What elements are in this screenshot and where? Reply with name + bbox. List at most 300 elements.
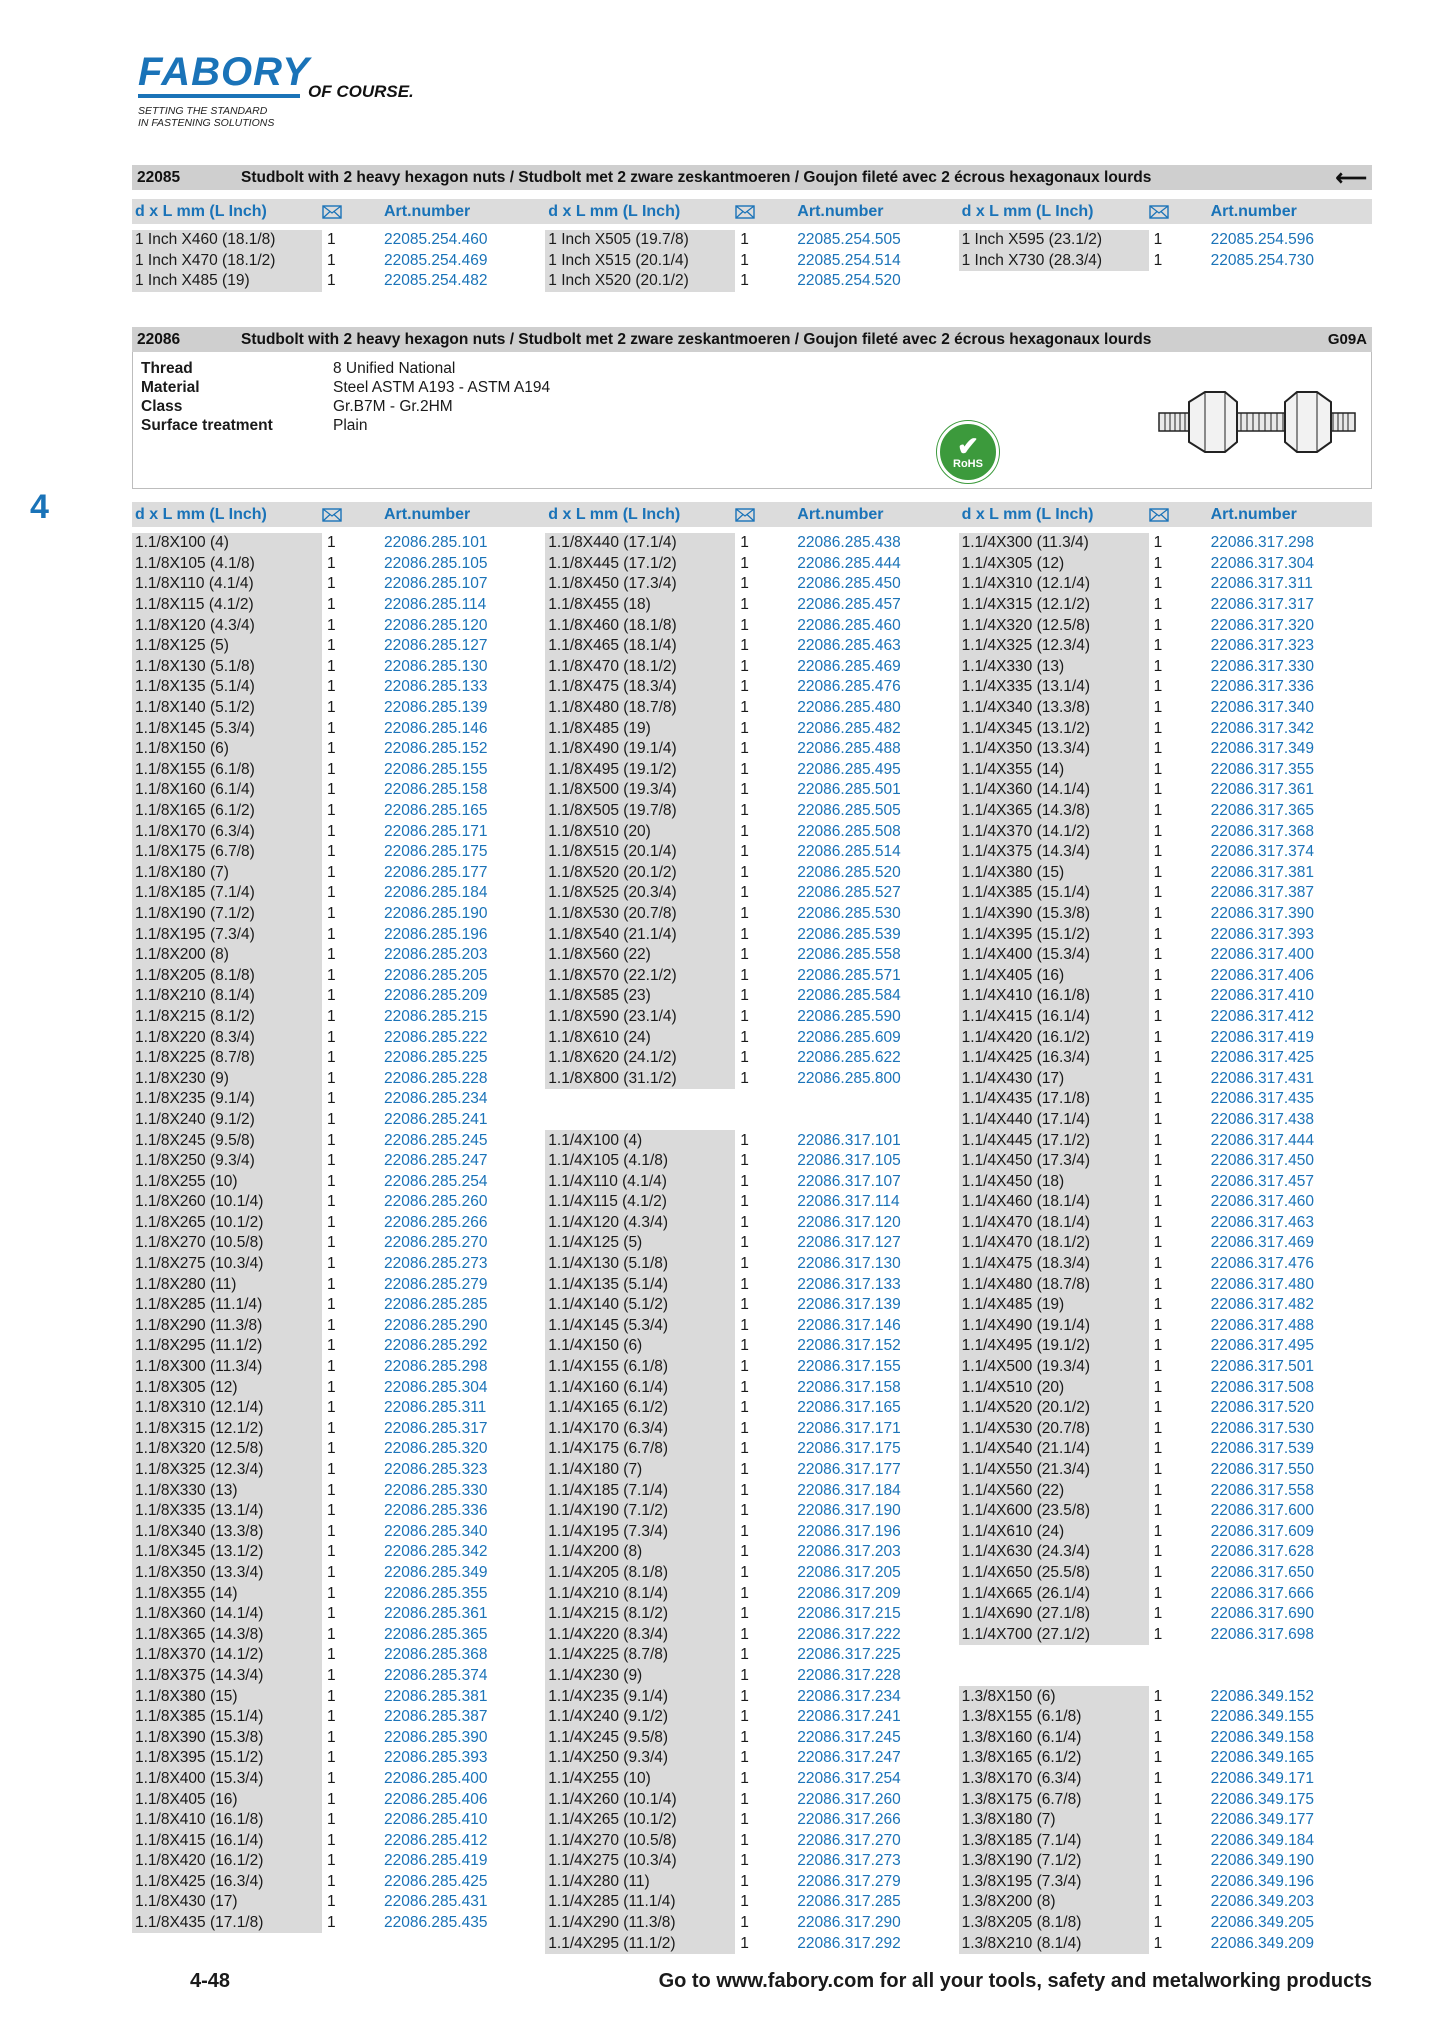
art-number-link[interactable]: 22086.285.355	[384, 1584, 488, 1602]
art-number-link[interactable]: 22086.317.330	[1210, 657, 1315, 675]
quantity-cell: 1	[1153, 1543, 1163, 1561]
art-number-link[interactable]: 22086.285.165	[384, 802, 488, 820]
art-number-link[interactable]: 22086.285.501	[797, 781, 901, 799]
dimension-cell: 1.1/4X225 (8.7/8)	[545, 1645, 735, 1666]
art-number-link[interactable]: 22086.317.234	[797, 1687, 901, 1705]
quantity-cell: 1	[327, 1605, 336, 1623]
art-number-link[interactable]: 22086.285.184	[384, 884, 488, 902]
art-number-link[interactable]: 22086.285.450	[797, 575, 901, 593]
table-row	[959, 230, 1372, 251]
art-number-link[interactable]: 22086.285.488	[797, 740, 901, 758]
art-number-link[interactable]: 22086.317.340	[1210, 699, 1315, 717]
art-number-link[interactable]: 22086.349.175	[1210, 1790, 1315, 1808]
dimension-cell: 1.1/4X180 (7)	[545, 1460, 735, 1481]
art-number-link[interactable]: 22086.317.406	[1210, 966, 1315, 984]
table-row	[132, 595, 545, 616]
art-number-link[interactable]: 22086.317.215	[797, 1605, 901, 1623]
art-number-link[interactable]: 22086.317.260	[797, 1790, 901, 1808]
art-number-link[interactable]: 22086.317.266	[797, 1811, 901, 1829]
art-number-link[interactable]: 22086.285.342	[384, 1543, 488, 1561]
quantity-cell: 1	[327, 575, 336, 593]
art-number-link[interactable]: 22086.317.114	[797, 1193, 900, 1211]
art-number-link[interactable]: 22086.317.342	[1210, 719, 1315, 737]
art-number-link[interactable]: 22086.349.165	[1210, 1749, 1315, 1767]
art-number-link[interactable]: 22086.285.304	[384, 1378, 488, 1396]
quantity-cell: 1	[1153, 1728, 1163, 1746]
art-number-link[interactable]: 22086.285.336	[384, 1502, 488, 1520]
art-number-link[interactable]: 22086.317.107	[797, 1172, 901, 1190]
art-number-link[interactable]: 22086.285.205	[384, 966, 488, 984]
art-number-link[interactable]: 22086.317.158	[797, 1378, 901, 1396]
art-number-link[interactable]: 22086.285.175	[384, 843, 488, 861]
art-number-link[interactable]: 22086.285.225	[384, 1049, 488, 1067]
quantity-cell: 1	[327, 1563, 336, 1581]
art-number-link[interactable]: 22086.317.105	[797, 1152, 901, 1170]
art-number-link[interactable]: 22086.285.177	[384, 863, 488, 881]
quantity-cell: 1	[740, 1481, 749, 1499]
art-number-link[interactable]: 22086.285.520	[797, 863, 901, 881]
art-number-link[interactable]: 22086.285.290	[384, 1316, 488, 1334]
art-number-link[interactable]: 22086.285.393	[384, 1749, 488, 1767]
art-number-link[interactable]: 22086.285.368	[384, 1646, 488, 1664]
dimension-cell: 1.1/4X400 (15.3/4)	[959, 945, 1149, 966]
art-number-link[interactable]: 22086.317.365	[1210, 802, 1315, 820]
art-number-link[interactable]: 22086.285.622	[797, 1049, 901, 1067]
art-number-link[interactable]: 22086.317.120	[797, 1213, 901, 1231]
table-row	[132, 1686, 545, 1707]
art-number-link[interactable]: 22086.317.311	[1210, 575, 1313, 593]
art-number-link[interactable]: 22086.317.184	[797, 1481, 901, 1499]
art-number-link[interactable]: 22086.285.508	[797, 822, 901, 840]
art-number-link[interactable]: 22086.285.254	[384, 1172, 488, 1190]
art-number-link[interactable]: 22086.285.438	[797, 534, 901, 552]
art-number-link[interactable]: 22086.317.488	[1210, 1316, 1315, 1334]
art-number-link[interactable]: 22086.285.431	[384, 1893, 488, 1911]
table-row	[545, 1542, 958, 1563]
art-number-link[interactable]: 22086.285.482	[797, 719, 901, 737]
header-dimension: d x L mm (L Inch)	[961, 505, 1094, 523]
quantity-cell: 1	[327, 637, 336, 655]
rohs-badge-icon: ✔ RoHS	[937, 421, 999, 483]
quantity-cell: 1	[740, 1605, 749, 1623]
art-number-link[interactable]: 22086.285.311	[384, 1399, 487, 1417]
art-number-link[interactable]: 22086.285.190	[384, 904, 488, 922]
art-number-link[interactable]: 22086.285.495	[797, 760, 901, 778]
quantity-cell: 1	[1153, 1708, 1163, 1726]
art-number-link[interactable]: 22086.317.390	[1210, 904, 1315, 922]
art-number-link[interactable]: 22086.285.323	[384, 1461, 488, 1479]
table-row	[545, 636, 958, 657]
art-number-link[interactable]: 22086.317.419	[1210, 1028, 1315, 1046]
art-number-link[interactable]: 22086.285.222	[384, 1028, 488, 1046]
dimension-cell: 1.1/4X280 (11)	[545, 1872, 735, 1893]
art-number-link[interactable]: 22086.285.539	[797, 925, 901, 943]
art-number-link[interactable]: 22085.254.460	[384, 231, 488, 249]
quantity-cell: 1	[327, 987, 336, 1005]
dimension-cell: 1.1/8X105 (4.1/8)	[132, 554, 322, 575]
table-row	[132, 1460, 545, 1481]
art-number-link[interactable]: 22086.317.425	[1210, 1049, 1315, 1067]
art-number-link[interactable]: 22086.285.273	[384, 1255, 488, 1273]
art-number-link[interactable]: 22086.317.155	[797, 1358, 901, 1376]
art-number-link[interactable]: 22086.285.558	[797, 946, 901, 964]
art-number-link[interactable]: 22086.285.590	[797, 1007, 901, 1025]
art-number-link[interactable]: 22085.254.514	[797, 251, 901, 269]
art-number-link[interactable]: 22086.285.146	[384, 719, 488, 737]
dimension-cell: 1.1/8X450 (17.3/4)	[545, 574, 735, 595]
art-number-link[interactable]: 22086.285.270	[384, 1234, 488, 1252]
art-number-link[interactable]: 22085.254.469	[384, 251, 488, 269]
art-number-link[interactable]: 22086.285.390	[384, 1728, 488, 1746]
art-number-link[interactable]: 22086.317.539	[1210, 1440, 1315, 1458]
art-number-link[interactable]: 22086.285.155	[384, 760, 488, 778]
art-number-link[interactable]: 22086.285.215	[384, 1007, 488, 1025]
art-number-link[interactable]: 22086.285.247	[384, 1152, 488, 1170]
art-number-link[interactable]: 22086.285.457	[797, 596, 901, 614]
art-number-link[interactable]: 22086.285.527	[797, 884, 901, 902]
table-row	[959, 760, 1372, 781]
dimension-cell: 1.1/4X300 (11.3/4)	[959, 533, 1149, 554]
quantity-cell: 1	[1153, 534, 1163, 552]
art-number-link[interactable]: 22086.285.228	[384, 1069, 488, 1087]
table-row	[959, 1048, 1372, 1069]
back-arrow-icon[interactable]: ⟵	[1335, 164, 1367, 190]
art-number-link[interactable]: 22086.285.374	[384, 1666, 488, 1684]
quantity-cell: 1	[327, 231, 336, 249]
table-row	[545, 1480, 958, 1501]
art-number-link[interactable]: 22086.285.260	[384, 1193, 488, 1211]
art-number-link[interactable]: 22086.317.482	[1210, 1296, 1315, 1314]
art-number-link[interactable]: 22086.317.225	[797, 1646, 901, 1664]
art-number-link[interactable]: 22086.285.584	[797, 987, 901, 1005]
quantity-cell: 1	[327, 1790, 336, 1808]
art-number-link[interactable]: 22086.285.133	[384, 678, 488, 696]
art-number-link[interactable]: 22086.285.381	[384, 1687, 488, 1705]
art-number-link[interactable]: 22086.317.387	[1210, 884, 1315, 902]
art-number-link[interactable]: 22086.349.171	[1210, 1769, 1315, 1787]
art-number-link[interactable]: 22086.285.476	[797, 678, 901, 696]
quantity-cell: 1	[1153, 1193, 1163, 1211]
table-row	[545, 945, 958, 966]
table-row	[959, 1522, 1372, 1543]
art-number-link[interactable]: 22086.317.177	[797, 1461, 901, 1479]
art-number-link[interactable]: 22086.285.139	[384, 699, 488, 717]
art-number-link[interactable]: 22086.285.203	[384, 946, 488, 964]
art-number-link[interactable]: 22086.317.558	[1210, 1481, 1315, 1499]
dimension-cell: 1.1/4X305 (12)	[959, 554, 1149, 575]
envelope-icon	[735, 508, 755, 522]
art-number-link[interactable]: 22086.317.550	[1210, 1461, 1315, 1479]
art-number-link[interactable]: 22086.285.292	[384, 1337, 488, 1355]
art-number-link[interactable]: 22085.254.596	[1210, 231, 1315, 249]
art-number-link[interactable]: 22086.317.292	[797, 1934, 901, 1952]
art-number-link[interactable]: 22086.285.514	[797, 843, 901, 861]
art-number-link[interactable]: 22086.285.435	[384, 1914, 488, 1932]
art-number-link[interactable]: 22086.317.241	[797, 1708, 901, 1726]
art-number-link[interactable]: 22086.285.234	[384, 1090, 488, 1108]
quantity-cell: 1	[1153, 596, 1163, 614]
quantity-cell: 1	[1153, 1152, 1163, 1170]
dimension-cell: 1.1/8X440 (17.1/4)	[545, 533, 735, 554]
dimension-cell: 1 Inch X460 (18.1/8)	[132, 230, 322, 251]
art-number-link[interactable]: 22086.349.205	[1210, 1914, 1315, 1932]
art-number-link[interactable]: 22086.317.381	[1210, 863, 1315, 881]
table-row	[132, 739, 545, 760]
art-number-link[interactable]: 22086.317.152	[797, 1337, 901, 1355]
art-number-link[interactable]: 22086.317.304	[1210, 554, 1315, 572]
art-number-link[interactable]: 22086.317.317	[1210, 596, 1315, 614]
table-row	[959, 1604, 1372, 1625]
art-number-link[interactable]: 22086.285.340	[384, 1522, 488, 1540]
art-number-link[interactable]: 22086.317.127	[797, 1234, 901, 1252]
art-number-link[interactable]: 22086.285.196	[384, 925, 488, 943]
art-number-link[interactable]: 22086.349.190	[1210, 1852, 1315, 1870]
art-number-link[interactable]: 22086.285.469	[797, 657, 901, 675]
art-number-link[interactable]: 22086.349.196	[1210, 1872, 1315, 1890]
quantity-cell: 1	[327, 1728, 336, 1746]
art-number-link[interactable]: 22086.285.317	[384, 1419, 488, 1437]
art-number-link[interactable]: 22086.317.165	[797, 1399, 901, 1417]
table-row	[545, 1748, 958, 1769]
art-number-link[interactable]: 22086.317.457	[1210, 1172, 1315, 1190]
art-number-link[interactable]: 22086.285.101	[384, 534, 488, 552]
art-number-link[interactable]: 22086.317.666	[1210, 1584, 1315, 1602]
table-row	[959, 657, 1372, 678]
dimension-cell: 1 Inch X505 (19.7/8)	[545, 230, 735, 251]
art-number-link[interactable]: 22086.317.205	[797, 1563, 901, 1581]
art-number-link[interactable]: 22086.317.609	[1210, 1522, 1315, 1540]
art-number-link[interactable]: 22086.285.209	[384, 987, 488, 1005]
art-number-link[interactable]: 22086.285.245	[384, 1131, 488, 1149]
art-number-link[interactable]: 22086.317.336	[1210, 678, 1315, 696]
art-number-link[interactable]: 22086.317.320	[1210, 616, 1315, 634]
dimension-cell: 1.1/4X335 (13.1/4)	[959, 677, 1149, 698]
art-number-link[interactable]: 22086.317.469	[1210, 1234, 1315, 1252]
spec-label: Class	[141, 398, 183, 415]
art-number-link[interactable]: 22086.285.298	[384, 1358, 488, 1376]
art-number-link[interactable]: 22085.254.505	[797, 231, 901, 249]
table-row	[959, 1480, 1372, 1501]
quantity-cell: 1	[327, 1378, 336, 1396]
art-number-link[interactable]: 22086.349.184	[1210, 1831, 1315, 1849]
art-number-link[interactable]: 22086.285.365	[384, 1625, 488, 1643]
art-number-link[interactable]: 22086.317.495	[1210, 1337, 1315, 1355]
art-number-link[interactable]: 22086.317.323	[1210, 637, 1315, 655]
art-number-link[interactable]: 22086.317.431	[1210, 1069, 1315, 1087]
art-number-link[interactable]: 22086.317.508	[1210, 1378, 1315, 1396]
art-number-link[interactable]: 22086.285.158	[384, 781, 488, 799]
art-number-link[interactable]: 22086.317.355	[1210, 760, 1315, 778]
art-number-link[interactable]: 22085.254.730	[1210, 251, 1315, 269]
dimension-cell: 1.3/8X180 (7)	[959, 1810, 1149, 1831]
art-number-link[interactable]: 22086.317.628	[1210, 1543, 1315, 1561]
quantity-cell: 1	[327, 966, 336, 984]
art-number-link[interactable]: 22086.285.127	[384, 637, 488, 655]
art-number-link[interactable]: 22086.349.203	[1210, 1893, 1315, 1911]
table-row	[545, 883, 958, 904]
art-number-link[interactable]: 22086.317.270	[797, 1831, 901, 1849]
art-number-link[interactable]: 22086.317.139	[797, 1296, 901, 1314]
art-number-link[interactable]: 22086.317.435	[1210, 1090, 1315, 1108]
art-number-link[interactable]: 22086.285.800	[797, 1069, 901, 1087]
art-number-link[interactable]: 22086.285.505	[797, 802, 901, 820]
art-number-link[interactable]: 22086.317.501	[1210, 1358, 1315, 1376]
art-number-link[interactable]: 22086.285.410	[384, 1811, 488, 1829]
dimension-cell: 1.1/8X320 (12.5/8)	[132, 1439, 322, 1460]
art-number-link[interactable]: 22086.285.480	[797, 699, 901, 717]
dimension-cell: 1.1/4X600 (23.5/8)	[959, 1501, 1149, 1522]
group-title: Studbolt with 2 heavy hexagon nuts / Studbolt met 2 zware zeskantmoeren / Goujon fileté avec 2 écrous hexagonaux lourds	[241, 330, 1152, 348]
art-number-link[interactable]: 22086.317.298	[1210, 534, 1315, 552]
dimension-cell: 1.1/8X430 (17)	[132, 1892, 322, 1913]
table-row	[132, 677, 545, 698]
art-number-link[interactable]: 22086.285.330	[384, 1481, 488, 1499]
art-number-link[interactable]: 22086.317.438	[1210, 1110, 1315, 1128]
art-number-link[interactable]: 22086.285.400	[384, 1769, 488, 1787]
art-number-link[interactable]: 22086.349.209	[1210, 1934, 1315, 1952]
art-number-link[interactable]: 22086.349.158	[1210, 1728, 1315, 1746]
table-row	[132, 965, 545, 986]
art-number-link[interactable]: 22086.317.690	[1210, 1605, 1315, 1623]
dimension-cell: 1.1/8X155 (6.1/8)	[132, 760, 322, 781]
art-number-link[interactable]: 22086.317.520	[1210, 1399, 1315, 1417]
table-row	[545, 595, 958, 616]
quantity-cell: 1	[327, 1893, 336, 1911]
art-number-link[interactable]: 22086.317.698	[1210, 1625, 1315, 1643]
art-number-link[interactable]: 22086.317.368	[1210, 822, 1315, 840]
dimension-cell: 1.1/8X135 (5.1/4)	[132, 677, 322, 698]
art-number-link[interactable]: 22086.317.450	[1210, 1152, 1315, 1170]
table-row	[545, 1707, 958, 1728]
art-number-link[interactable]: 22086.317.203	[797, 1543, 901, 1561]
art-number-link[interactable]: 22086.349.155	[1210, 1708, 1315, 1726]
art-number-link[interactable]: 22086.317.361	[1210, 781, 1315, 799]
art-number-link[interactable]: 22086.317.393	[1210, 925, 1315, 943]
art-number-link[interactable]: 22086.317.175	[797, 1440, 901, 1458]
art-number-link[interactable]: 22086.317.460	[1210, 1193, 1315, 1211]
group-code: 22085	[137, 168, 181, 186]
table-row	[959, 1089, 1372, 1110]
quantity-cell: 1	[1153, 616, 1163, 634]
dimension-cell: 1.1/4X165 (6.1/2)	[545, 1398, 735, 1419]
art-number-link[interactable]: 22086.317.650	[1210, 1563, 1315, 1581]
art-number-link[interactable]: 22086.317.285	[797, 1893, 901, 1911]
art-number-link[interactable]: 22086.317.146	[797, 1316, 901, 1334]
art-number-link[interactable]: 22086.285.171	[384, 822, 488, 840]
art-number-link[interactable]: 22086.349.177	[1210, 1811, 1315, 1829]
art-number-link[interactable]: 22086.285.285	[384, 1296, 488, 1314]
art-number-link[interactable]: 22086.317.476	[1210, 1255, 1315, 1273]
art-number-link[interactable]: 22086.317.228	[797, 1666, 901, 1684]
art-number-link[interactable]: 22086.317.480	[1210, 1275, 1315, 1293]
art-number-link[interactable]: 22086.285.349	[384, 1563, 488, 1581]
art-number-link[interactable]: 22086.285.425	[384, 1872, 488, 1890]
art-number-link[interactable]: 22086.317.530	[1210, 1419, 1315, 1437]
art-number-link[interactable]: 22086.349.152	[1210, 1687, 1315, 1705]
art-number-link[interactable]: 22086.317.133	[797, 1275, 901, 1293]
art-number-link[interactable]: 22086.285.120	[384, 616, 488, 634]
art-number-link[interactable]: 22086.285.444	[797, 554, 901, 572]
art-number-link[interactable]: 22086.317.273	[797, 1852, 901, 1870]
art-number-link[interactable]: 22086.317.196	[797, 1522, 901, 1540]
art-number-link[interactable]: 22086.285.320	[384, 1440, 488, 1458]
art-number-link[interactable]: 22086.285.130	[384, 657, 488, 675]
dimension-cell: 1.1/8X530 (20.7/8)	[545, 904, 735, 925]
art-number-link[interactable]: 22086.317.463	[1210, 1213, 1315, 1231]
table-row	[959, 1542, 1372, 1563]
art-number-link[interactable]: 22086.317.400	[1210, 946, 1315, 964]
art-number-link[interactable]: 22086.317.279	[797, 1872, 901, 1890]
art-number-link[interactable]: 22086.285.530	[797, 904, 901, 922]
quantity-cell: 1	[740, 1872, 749, 1890]
table-row	[132, 1027, 545, 1048]
art-number-link[interactable]: 22086.285.609	[797, 1028, 901, 1046]
art-number-link[interactable]: 22086.317.247	[797, 1749, 901, 1767]
art-number-link[interactable]: 22086.285.571	[797, 966, 901, 984]
header-dimension: d x L mm (L Inch)	[548, 202, 681, 220]
art-number-link[interactable]: 22086.285.406	[384, 1790, 488, 1808]
art-number-link[interactable]: 22086.285.463	[797, 637, 901, 655]
art-number-link[interactable]: 22085.254.482	[384, 272, 488, 290]
art-number-link[interactable]: 22086.285.266	[384, 1213, 488, 1231]
dimension-cell: 1.1/4X290 (11.3/8)	[545, 1913, 735, 1934]
art-number-link[interactable]: 22086.285.114	[384, 596, 487, 614]
art-number-link[interactable]: 22086.285.387	[384, 1708, 488, 1726]
art-number-link[interactable]: 22086.285.105	[384, 554, 488, 572]
art-number-link[interactable]: 22086.317.171	[797, 1419, 901, 1437]
art-number-link[interactable]: 22086.285.419	[384, 1852, 488, 1870]
art-number-link[interactable]: 22086.317.245	[797, 1728, 901, 1746]
art-number-link[interactable]: 22086.317.412	[1210, 1007, 1315, 1025]
art-number-link[interactable]: 22086.317.600	[1210, 1502, 1315, 1520]
art-number-link[interactable]: 22086.285.412	[384, 1831, 488, 1849]
art-number-link[interactable]: 22086.317.130	[797, 1255, 901, 1273]
art-number-link[interactable]: 22086.317.190	[797, 1502, 901, 1520]
art-number-link[interactable]: 22086.317.254	[797, 1769, 901, 1787]
art-number-link[interactable]: 22086.285.241	[384, 1110, 488, 1128]
art-number-link[interactable]: 22085.254.520	[797, 272, 901, 290]
art-number-link[interactable]: 22086.285.279	[384, 1275, 488, 1293]
art-number-link[interactable]: 22086.317.290	[797, 1914, 901, 1932]
table-row	[132, 615, 545, 636]
art-number-link[interactable]: 22086.317.349	[1210, 740, 1315, 758]
quantity-cell: 1	[1153, 678, 1163, 696]
quantity-cell: 1	[327, 1646, 336, 1664]
table-row	[545, 533, 958, 554]
art-number-link[interactable]: 22086.317.444	[1210, 1131, 1315, 1149]
spec-value: Gr.B7M - Gr.2HM	[333, 398, 453, 415]
art-number-link[interactable]: 22086.285.152	[384, 740, 488, 758]
dimension-cell	[545, 1089, 735, 1110]
art-number-link[interactable]: 22086.317.222	[797, 1625, 901, 1643]
art-number-link[interactable]: 22086.285.107	[384, 575, 488, 593]
art-number-link[interactable]: 22086.317.374	[1210, 843, 1315, 861]
art-number-link[interactable]: 22086.317.101	[797, 1131, 901, 1149]
quantity-cell: 1	[327, 1255, 336, 1273]
art-number-link[interactable]: 22086.317.410	[1210, 987, 1315, 1005]
quantity-cell: 1	[740, 987, 749, 1005]
header-dimension: d x L mm (L Inch)	[135, 202, 267, 220]
art-number-link[interactable]: 22086.285.361	[384, 1605, 488, 1623]
art-number-link[interactable]: 22086.285.460	[797, 616, 901, 634]
quantity-cell: 1	[1153, 946, 1163, 964]
dimension-cell: 1.3/8X205 (8.1/8)	[959, 1913, 1149, 1934]
table-row	[545, 1851, 958, 1872]
art-number-link[interactable]: 22086.317.209	[797, 1584, 901, 1602]
dimension-cell: 1.1/4X440 (17.1/4)	[959, 1110, 1149, 1131]
article-table	[132, 533, 1372, 1954]
dimension-cell: 1.1/8X560 (22)	[545, 945, 735, 966]
